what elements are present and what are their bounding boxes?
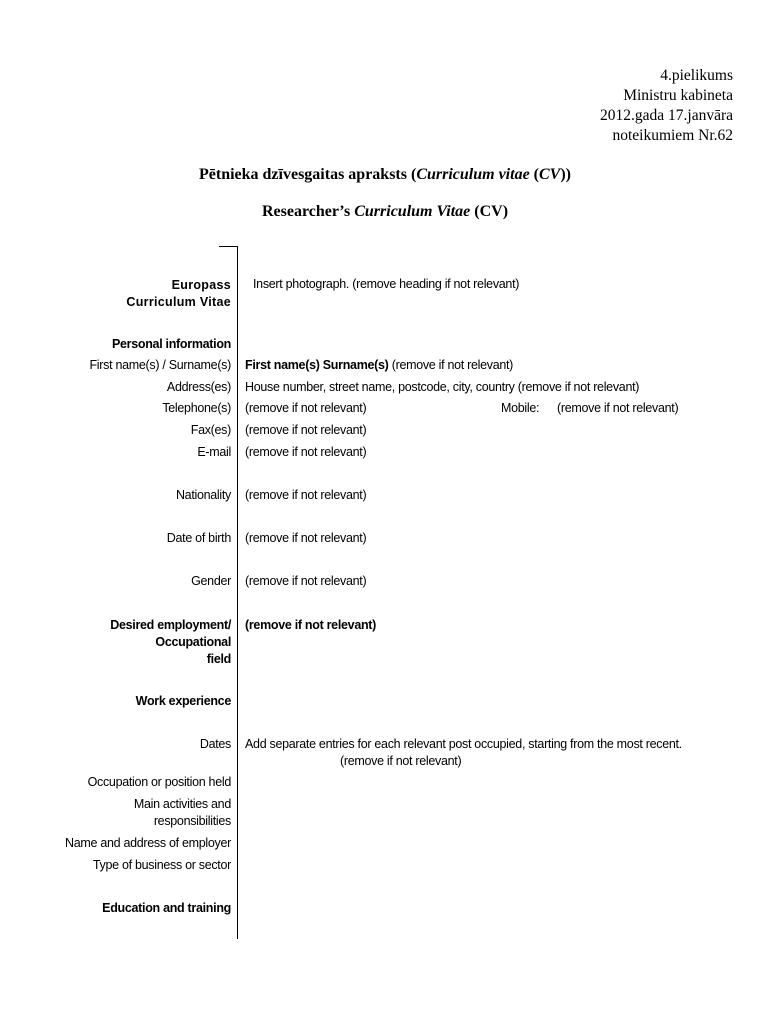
personal-information-heading: Personal information — [111, 337, 231, 351]
name-label: First name(s) / Surname(s) — [89, 358, 231, 372]
annex-issuer: Ministru kabineta — [623, 87, 733, 104]
annex-number: 4.pielikums — [660, 67, 733, 84]
annex-regulation: noteikumiem Nr.62 — [612, 127, 733, 144]
nationality-value: (remove if not relevant) — [245, 488, 367, 502]
dates-value: Add separate entries for each relevant post occupied, starting from the most recent. — [245, 737, 682, 751]
column-separator — [237, 246, 238, 939]
telephone-value: (remove if not relevant) — [245, 401, 367, 415]
annex-date: 2012.gada 17.janvāra — [600, 107, 733, 124]
fax-label: Fax(es) — [190, 423, 231, 437]
email-value: (remove if not relevant) — [245, 445, 367, 459]
date-of-birth-value: (remove if not relevant) — [245, 531, 367, 545]
employer-label: Name and address of employer — [65, 836, 231, 850]
occupation-label: Occupation or position held — [87, 775, 231, 789]
nationality-label: Nationality — [175, 488, 231, 502]
mobile-value: (remove if not relevant) — [557, 401, 679, 415]
education-training-heading: Education and training — [102, 901, 231, 915]
desired-employment-label: Desired employment/ Occupational field — [110, 618, 231, 666]
title-latvian: Pētnieka dzīvesgaitas apraksts (Curriculum vitae (CV)) — [198, 166, 571, 183]
annex-reference — [600, 66, 733, 146]
work-experience-heading: Work experience — [135, 694, 231, 708]
telephone-label: Telephone(s) — [162, 401, 231, 415]
dates-value-note: (remove if not relevant) — [340, 754, 462, 768]
main-activities-label: Main activities and responsibilities — [133, 797, 231, 828]
desired-employment-value: (remove if not relevant) — [245, 618, 377, 632]
name-value: First name(s) Surname(s) (remove if not relevant) — [245, 358, 514, 372]
address-label: Address(es) — [166, 380, 231, 394]
business-sector-label: Type of business or sector — [92, 858, 231, 872]
fax-value: (remove if not relevant) — [245, 423, 367, 437]
separator-tick — [219, 246, 238, 247]
dates-label: Dates — [199, 737, 231, 751]
gender-value: (remove if not relevant) — [245, 574, 367, 588]
mobile-label: Mobile: — [501, 401, 540, 415]
date-of-birth-label: Date of birth — [166, 531, 231, 545]
email-label: E-mail — [197, 445, 231, 459]
europass-label: Europass Curriculum Vitae — [126, 278, 231, 309]
title-english: Researcher’s Curriculum Vitae (CV) — [261, 203, 509, 220]
photo-placeholder: Insert photograph. (remove heading if not relevant) — [253, 277, 520, 291]
address-value: House number, street name, postcode, city, country (remove if not relevant) — [245, 380, 640, 394]
gender-label: Gender — [191, 574, 231, 588]
